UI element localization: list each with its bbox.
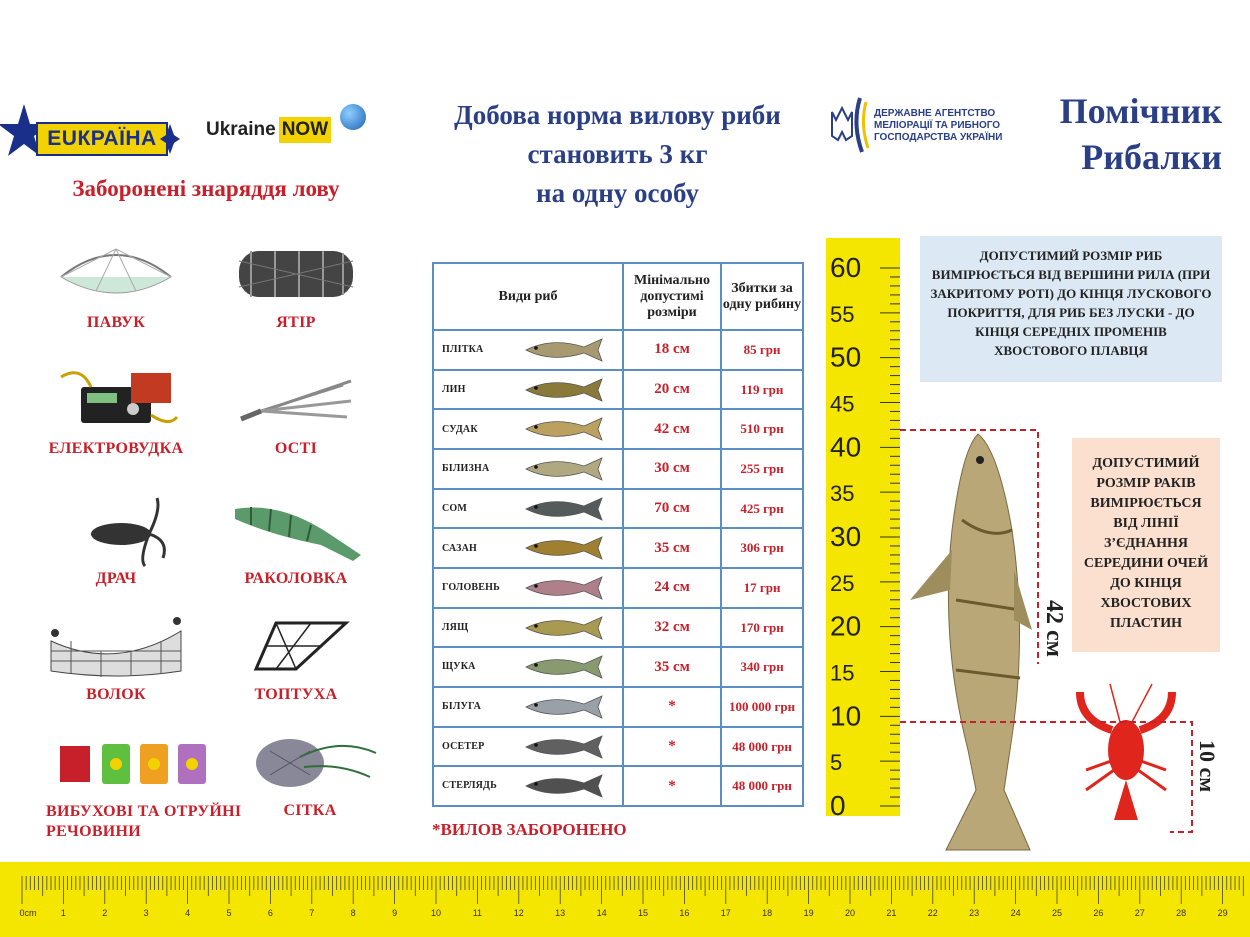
fish-icon — [522, 771, 608, 801]
trident-emblem-icon — [824, 94, 870, 154]
table-row — [433, 330, 803, 370]
fish-icon — [522, 573, 608, 603]
fine-cell: 170 грн — [721, 608, 803, 648]
fish-name-cell — [433, 528, 623, 568]
fine-cell: 119 грн — [721, 370, 803, 410]
ruler-h-label: 12 — [513, 908, 524, 918]
fish-name-cell — [433, 687, 623, 727]
agency-line-1: ДЕРЖАВНЕ АГЕНТСТВО — [874, 108, 996, 119]
min-size-cell: 24 см — [623, 568, 721, 608]
fish-name: ЛИН — [442, 383, 466, 395]
table-row — [433, 528, 803, 568]
fyke-net-icon — [231, 241, 361, 307]
gear-item-explosives — [46, 722, 246, 852]
fish-icon — [522, 494, 608, 524]
eu-ukraine-text: EUКРАЇНА — [36, 122, 168, 156]
ruler-v-label: 45 — [830, 391, 855, 417]
fish-name-cell — [433, 370, 623, 410]
table-header-row — [433, 263, 803, 330]
gill-net-icon — [240, 727, 380, 797]
agency-name — [874, 108, 1002, 144]
drag-net-icon — [41, 611, 191, 681]
fish-name-cell — [433, 608, 623, 648]
fish-name: СУДАК — [442, 423, 478, 435]
ruler-h-label: 0cm — [19, 908, 37, 918]
ruler-v-label: 35 — [830, 481, 855, 507]
min-size-cell: * — [623, 766, 721, 806]
crayfish-dimension-label: 10 см — [1195, 740, 1220, 793]
ruler-h-label: 1 — [60, 908, 66, 918]
fish-name: ГОЛОВЕНЬ — [442, 582, 500, 594]
fish-name-cell — [433, 409, 623, 449]
fish-name-cell — [433, 647, 623, 687]
gear-label-drach: ДРАЧ — [95, 570, 137, 587]
electrofishing-device-icon — [51, 367, 181, 433]
table-row — [433, 568, 803, 608]
ruler-h-label: 15 — [637, 908, 649, 918]
fish-measure-info: ДОПУСТИМИЙ РОЗМІР РИБ ВИМІРЮЄТЬСЯ ВІД ВЕРШИНИ РИЛА (ПРИ ЗАКРИТОМУ РОТІ) ДО КІНЦЯ ЛУСКОВОГО ПОКРИТТЯ, ДЛЯ РИБ БЕЗ ЛУСКИ - ДО КІНЦЯ СЕРЕДНІХ ПРОМЕНІВ ХВОСТОВОГО ПЛАВЦЯ — [920, 236, 1222, 382]
ruler-h-label: 28 — [1176, 908, 1187, 918]
daily-limit-line-1: Добова норма вилову риби — [454, 100, 781, 130]
gear-label-pavuk: ПАВУК — [86, 314, 146, 331]
crayfish-trap-icon — [221, 495, 371, 565]
fish-icon — [522, 335, 608, 365]
explosives-poison-icon — [56, 732, 206, 792]
min-size-cell: 35 см — [623, 528, 721, 568]
gear-item-pavuk — [26, 234, 206, 352]
ukraine-now-word: Ukraine — [206, 119, 276, 140]
ruler-h-label: 8 — [350, 908, 356, 918]
eu-ukraine-logo — [0, 100, 178, 162]
table-row — [433, 647, 803, 687]
fish-icon — [522, 692, 608, 722]
ruler-h-label: 17 — [720, 908, 731, 918]
fine-cell: 48 000 грн — [721, 727, 803, 767]
fish-name-cell — [433, 568, 623, 608]
table-row — [433, 489, 803, 529]
agency-line-2: МЕЛІОРАЦІЇ ТА РИБНОГО — [874, 120, 1001, 131]
ruler-h-label: 4 — [185, 908, 191, 918]
header-fine: Збитки за одну рибину — [721, 263, 803, 330]
table-row — [433, 370, 803, 410]
fine-cell: 85 грн — [721, 330, 803, 370]
ruler-h-label: 14 — [596, 908, 607, 918]
min-size-cell: 35 см — [623, 647, 721, 687]
ruler-v-label: 15 — [830, 660, 855, 686]
ruler-h-label: 2 — [102, 908, 108, 918]
table-row — [433, 608, 803, 648]
gear-label-explosives: ВИБУХОВІ ТА ОТРУЙНІ РЕЧОВИНИ — [46, 803, 242, 840]
ukraine-now-logo — [206, 104, 366, 156]
fish-name-cell — [433, 330, 623, 370]
ruler-h-label: 3 — [143, 908, 149, 918]
table-row — [433, 766, 803, 806]
ruler-h-label: 19 — [803, 908, 814, 918]
fish-name: СОМ — [442, 502, 468, 514]
gear-label-electrofishing: ЕЛЕКТРОВУДКА — [48, 440, 184, 457]
ruler-h-label: 23 — [969, 908, 980, 918]
fish-name: БІЛИЗНА — [442, 463, 490, 475]
fine-cell: 100 000 грн — [721, 687, 803, 727]
gear-label-sitka: СІТКА — [283, 802, 337, 819]
fish-icon — [522, 454, 608, 484]
fish-name: САЗАН — [442, 542, 477, 554]
agency-logo — [824, 94, 1014, 154]
ruler-h-label: 10 — [430, 908, 442, 918]
gear-label-osti: ОСТІ — [274, 440, 318, 457]
ruler-h-label: 20 — [844, 908, 856, 918]
ruler-h-label: 16 — [679, 908, 690, 918]
ruler-v-label: 40 — [830, 431, 862, 463]
header-fish: Види риб — [433, 263, 623, 330]
fine-cell: 48 000 грн — [721, 766, 803, 806]
ruler-h-label: 29 — [1217, 908, 1228, 918]
table-row — [433, 449, 803, 489]
crayfish-measure-info: ДОПУСТИМИЙ РОЗМІР РАКІВ ВИМІРЮЄТЬСЯ ВІД ЛІНІЇ З’ЄДНАННЯ СЕРЕДИНИ ОЧЕЙ ДО КІНЦЯ ХВОСТОВИХ ПЛАСТИН — [1072, 438, 1220, 652]
measure-lines-icon — [900, 428, 1050, 728]
ruler-h-label: 25 — [1051, 908, 1063, 918]
ruler-v-label: 60 — [830, 252, 862, 283]
fish-name: ПЛІТКА — [442, 344, 484, 356]
fine-cell: 340 грн — [721, 647, 803, 687]
ruler-h-label: 6 — [267, 908, 273, 918]
fish-name: ОСЕТЕР — [442, 740, 485, 752]
ruler-h-label: 5 — [226, 908, 232, 918]
star-small-icon — [160, 124, 180, 154]
ruler-v-label: 5 — [830, 750, 843, 776]
fish-icon — [522, 533, 608, 563]
ruler-v-label: 10 — [830, 700, 862, 732]
ruler-h-label: 18 — [762, 908, 773, 918]
fish-name-cell — [433, 489, 623, 529]
min-size-cell: * — [623, 727, 721, 767]
fish-name: БІЛУГА — [442, 701, 481, 713]
fish-icon — [522, 414, 608, 444]
fish-icon — [522, 732, 608, 762]
daily-limit-line-3: на одну особу — [536, 178, 699, 208]
ruler-h-label: 26 — [1093, 908, 1104, 918]
table-row — [433, 727, 803, 767]
daily-limit-line-2: становить 3 кг — [527, 139, 708, 169]
min-size-cell: * — [623, 687, 721, 727]
ruler-h-label: 24 — [1010, 908, 1021, 918]
table-row — [433, 687, 803, 727]
treble-hook-icon — [51, 490, 181, 570]
app-title — [1010, 88, 1222, 180]
fish-icon — [522, 375, 608, 405]
min-size-cell: 20 см — [623, 370, 721, 410]
push-net-icon — [236, 611, 356, 681]
fish-name: ЛЯЩ — [442, 621, 469, 633]
ruler-v-label: 25 — [830, 570, 855, 596]
ruler-v-label: 55 — [830, 301, 855, 327]
min-size-cell: 42 см — [623, 409, 721, 449]
gear-item-toptukha — [206, 606, 386, 724]
fine-cell: 17 грн — [721, 568, 803, 608]
fish-icon — [522, 613, 608, 643]
ruler-h-label: 22 — [927, 908, 938, 918]
ruler-h-label: 13 — [555, 908, 566, 918]
fine-cell: 425 грн — [721, 489, 803, 529]
min-size-cell: 30 см — [623, 449, 721, 489]
ruler-h-label: 27 — [1134, 908, 1145, 918]
fish-name: СТЕРЛЯДЬ — [442, 780, 497, 792]
crayfish-measure-lines-icon — [1040, 720, 1200, 840]
gear-label-yatir: ЯТІР — [276, 314, 316, 331]
globe-icon — [340, 104, 366, 130]
fish-dimension-label: 42 см — [1041, 600, 1067, 657]
ruler-h-label: 9 — [392, 908, 398, 918]
min-size-cell: 70 см — [623, 489, 721, 529]
gear-label-rakolovka: РАКОЛОВКА — [244, 570, 348, 587]
gear-item-drach — [26, 490, 206, 608]
horizontal-ruler — [0, 862, 1250, 937]
ruler-h-label: 21 — [886, 908, 897, 918]
app-title-line-1: Помічник — [1059, 91, 1222, 131]
min-size-cell: 32 см — [623, 608, 721, 648]
fish-name-cell — [433, 449, 623, 489]
fish-name-cell — [433, 766, 623, 806]
ruler-v-label: 50 — [830, 341, 862, 373]
agency-line-3: ГОСПОДАРСТВА УКРАЇНИ — [874, 132, 1003, 143]
app-title-line-2: Рибалки — [1081, 137, 1222, 177]
fish-name: ЩУКА — [442, 661, 476, 673]
gear-label-toptukha: ТОПТУХА — [254, 686, 338, 703]
table-row — [433, 409, 803, 449]
vertical-ruler — [826, 238, 900, 816]
ruler-v-label: 30 — [830, 521, 862, 552]
fine-cell: 306 грн — [721, 528, 803, 568]
gear-item-osti — [206, 360, 386, 478]
gear-item-sitka — [220, 722, 400, 840]
gear-item-volok — [26, 606, 206, 724]
fine-cell: 510 грн — [721, 409, 803, 449]
header-min-size: Мінімально допустимі розміри — [623, 263, 721, 330]
fish-icon — [522, 652, 608, 682]
ukraine-now-now: NOW — [279, 117, 331, 143]
fine-cell: 255 грн — [721, 449, 803, 489]
fork-spear-icon — [231, 367, 361, 433]
gear-label-volok: ВОЛОК — [86, 686, 146, 703]
fish-table — [432, 262, 804, 807]
fish-name-cell — [433, 727, 623, 767]
ruler-h-label: 7 — [309, 908, 315, 918]
catch-forbidden-note: *ВИЛОВ ЗАБОРОНЕНО — [432, 820, 627, 839]
ruler-v-label: 20 — [830, 610, 862, 642]
prohibited-gear-title: Заборонені знаряддя лову — [72, 176, 340, 201]
min-size-cell: 18 см — [623, 330, 721, 370]
gear-item-electrofishing — [26, 360, 206, 478]
ruler-h-label: 11 — [472, 908, 483, 918]
umbrella-net-icon — [51, 239, 181, 309]
gear-item-rakolovka — [206, 490, 386, 608]
gear-item-yatir — [206, 234, 386, 352]
ruler-v-label: 0 — [830, 790, 846, 816]
daily-limit-title — [420, 96, 815, 213]
